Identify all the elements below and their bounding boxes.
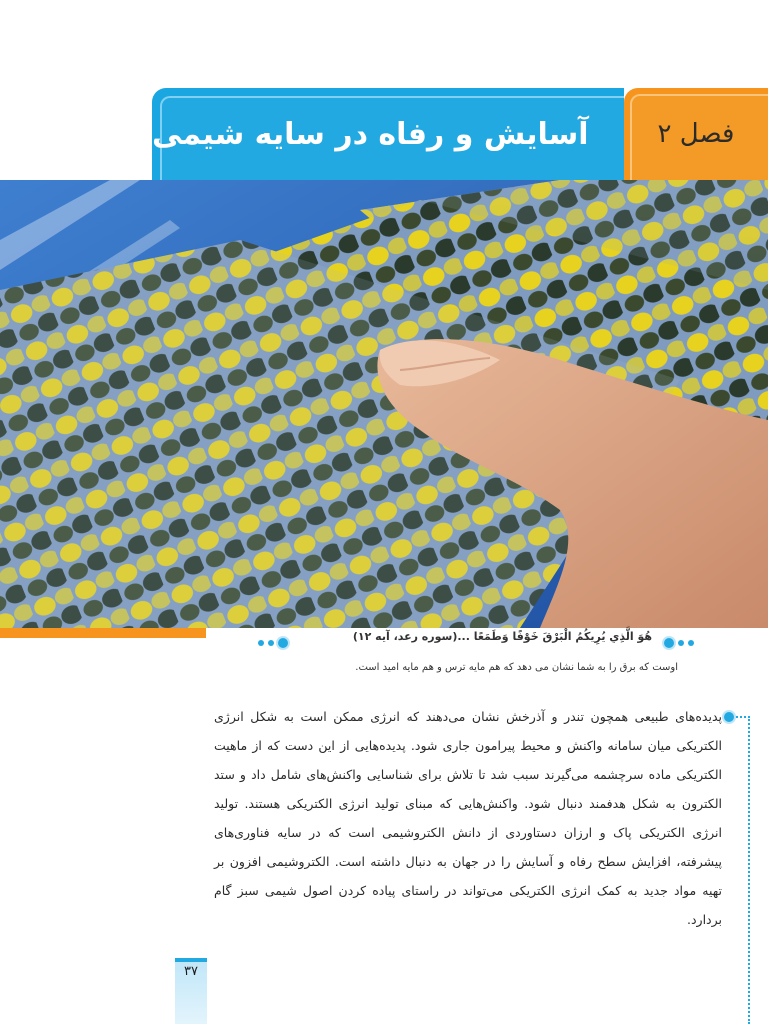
- chapter-header: [152, 88, 768, 180]
- verse-dots-left: [258, 638, 288, 648]
- verse-dots-right: [664, 638, 694, 648]
- dotted-margin-line: [748, 716, 750, 1024]
- solar-cell-photo: [0, 180, 768, 628]
- paragraph-bullet-icon: [724, 712, 734, 722]
- body-paragraph: پدیده‌های طبیعی همچون تندر و آذرخش نشان می‌دهند که انرژی ممکن است به شکل انرژی الکتریکی میان سامانه واکنش و محیط پیرامون جاری شود. پدیده‌هایی از این دست که از ماهیت الکتریکی ماده سرچشمه می‌گیرند سبب شد تا تلاش برای شناسایی واکنش‌های شامل داد و ستد الکترون به شکل هدفمند دنبال شود. واکنش‌هایی که مبنای تولید انرژی الکتریکی هستند. تولید انرژی الکتریکی پاک و ارزان دستاوردی از دانش الکتروشیمی است که در سایه فناوری‌های پیشرفته، افزایش سطح رفاه و آسایش را در جهان به دنبال داشته است. الکتروشیمی افزون بر تهیه مواد جدید به کمک انرژی الکتریکی می‌تواند در راستای پیاده کردن اصول شیمی سبز گام بردارد.: [214, 709, 722, 927]
- verse-translation: اوست که برق را به شما نشان می دهد که هم مایه ترس و هم مایه امید است.: [355, 662, 678, 673]
- page-number: ۳۷: [184, 964, 198, 979]
- chapter-number: فصل ۲: [657, 119, 735, 149]
- orange-divider: [0, 628, 206, 638]
- page-number-tab: [175, 958, 207, 1024]
- quran-verse: هُوَ الَّذِي يُرِيكُمُ الْبَرْقَ خَوْفًا وَطَمَعًا ...(سوره رعد، آیه ۱۲): [352, 630, 652, 643]
- chapter-title: آسایش و رفاه در سایه شیمی: [152, 116, 589, 152]
